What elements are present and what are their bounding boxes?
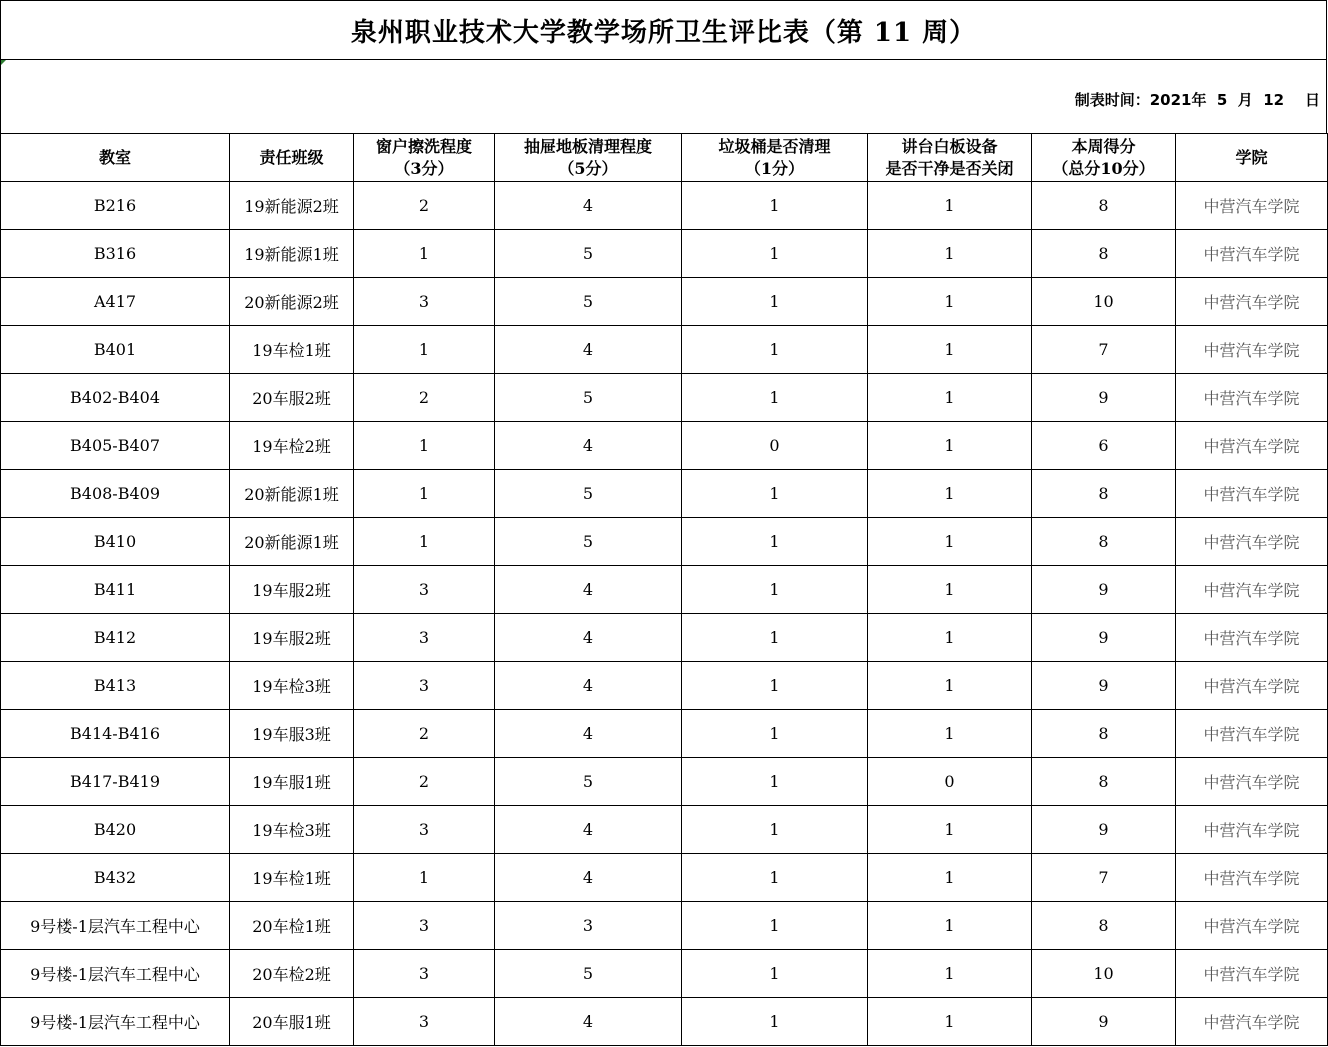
date-row [0,59,1327,134]
podium-score-cell: 1 [868,710,1032,758]
drawer-floor-score-cell: 4 [495,326,682,374]
header-week-score-line1: 本周得分 [1071,136,1136,156]
window-score-cell: 2 [354,758,495,806]
class-cell: 20车服1班 [230,998,354,1046]
window-score-cell: 3 [354,614,495,662]
header-trash-line1: 垃圾桶是否清理 [718,136,831,156]
header-podium-line2: 是否干净是否关闭 [885,158,1014,178]
table-row [1,950,1328,998]
week-score-cell: 10 [1032,278,1176,326]
drawer-floor-score-cell: 4 [495,614,682,662]
week-score-cell: 9 [1032,662,1176,710]
classroom-cell: 9号楼-1层汽车工程中心 [1,902,230,950]
window-score-cell: 1 [354,326,495,374]
window-score-cell: 3 [354,278,495,326]
table-row [1,422,1328,470]
drawer-floor-score-cell: 5 [495,758,682,806]
header-class-line1: 责任班级 [259,147,324,167]
week-score-cell: 8 [1032,230,1176,278]
table-row [1,470,1328,518]
week-score-cell: 9 [1032,614,1176,662]
class-cell: 19车检2班 [230,422,354,470]
class-cell: 20车检1班 [230,902,354,950]
table-row [1,566,1328,614]
classroom-cell: B432 [1,854,230,902]
drawer-floor-score-cell: 4 [495,710,682,758]
podium-score-cell: 1 [868,182,1032,230]
podium-score-cell: 1 [868,902,1032,950]
week-score-cell: 9 [1032,998,1176,1046]
classroom-cell: B412 [1,614,230,662]
table-row [1,758,1328,806]
class-cell: 19车检1班 [230,326,354,374]
header-class [230,134,354,182]
table-row [1,710,1328,758]
class-cell: 19新能源1班 [230,230,354,278]
prepared-date: 制表时间：2021年 5 月 12 日 [1074,91,1320,109]
podium-score-cell: 1 [868,998,1032,1046]
window-score-cell: 3 [354,902,495,950]
score-table [0,133,1328,1046]
window-score-cell: 1 [354,422,495,470]
classroom-cell: 9号楼-1层汽车工程中心 [1,998,230,1046]
trash-score-cell: 1 [682,374,868,422]
week-score-cell: 6 [1032,422,1176,470]
table-row [1,278,1328,326]
college-cell: 中营汽车学院 [1176,566,1328,614]
podium-score-cell: 1 [868,854,1032,902]
classroom-cell: B401 [1,326,230,374]
drawer-floor-score-cell: 5 [495,950,682,998]
college-cell: 中营汽车学院 [1176,326,1328,374]
week-score-cell: 8 [1032,710,1176,758]
table-row [1,518,1328,566]
class-cell: 20车服2班 [230,374,354,422]
podium-score-cell: 1 [868,278,1032,326]
trash-score-cell: 1 [682,230,868,278]
classroom-cell: B405-B407 [1,422,230,470]
podium-score-cell: 1 [868,614,1032,662]
classroom-cell: A417 [1,278,230,326]
header-trash [682,134,868,182]
header-podium-line1: 讲台白板设备 [901,136,998,156]
college-cell: 中营汽车学院 [1176,470,1328,518]
header-week-score [1032,134,1176,182]
classroom-cell: B216 [1,182,230,230]
trash-score-cell: 1 [682,758,868,806]
college-cell: 中营汽车学院 [1176,230,1328,278]
college-cell: 中营汽车学院 [1176,278,1328,326]
trash-score-cell: 1 [682,806,868,854]
drawer-floor-score-cell: 5 [495,518,682,566]
drawer-floor-score-cell: 4 [495,662,682,710]
drawer-floor-score-cell: 3 [495,902,682,950]
window-score-cell: 1 [354,230,495,278]
drawer-floor-score-cell: 5 [495,278,682,326]
window-score-cell: 2 [354,710,495,758]
class-cell: 19车服1班 [230,758,354,806]
drawer-floor-score-cell: 4 [495,566,682,614]
table-row [1,326,1328,374]
classroom-cell: B408-B409 [1,470,230,518]
college-cell: 中营汽车学院 [1176,854,1328,902]
drawer-floor-score-cell: 5 [495,230,682,278]
window-score-cell: 1 [354,470,495,518]
header-drawer-floor-line1: 抽屉地板清理程度 [523,136,652,156]
college-cell: 中营汽车学院 [1176,758,1328,806]
podium-score-cell: 1 [868,230,1032,278]
window-score-cell: 3 [354,566,495,614]
trash-score-cell: 1 [682,614,868,662]
classroom-cell: B417-B419 [1,758,230,806]
classroom-cell: B402-B404 [1,374,230,422]
header-podium [868,134,1032,182]
header-drawer-floor-line2: （5分） [558,158,618,178]
podium-score-cell: 1 [868,470,1032,518]
podium-score-cell: 1 [868,326,1032,374]
table-row [1,374,1328,422]
class-cell: 20新能源1班 [230,470,354,518]
week-score-cell: 9 [1032,806,1176,854]
podium-score-cell: 1 [868,518,1032,566]
trash-score-cell: 1 [682,278,868,326]
window-score-cell: 1 [354,518,495,566]
week-score-cell: 10 [1032,950,1176,998]
trash-score-cell: 1 [682,710,868,758]
trash-score-cell: 0 [682,422,868,470]
class-cell: 20新能源2班 [230,278,354,326]
table-row [1,998,1328,1046]
week-score-cell: 8 [1032,518,1176,566]
college-cell: 中营汽车学院 [1176,422,1328,470]
trash-score-cell: 1 [682,950,868,998]
header-drawer-floor [495,134,682,182]
class-cell: 20新能源1班 [230,518,354,566]
class-cell: 19车检3班 [230,806,354,854]
table-row [1,806,1328,854]
trash-score-cell: 1 [682,854,868,902]
header-window-line2: （3分） [394,158,454,178]
window-score-cell: 2 [354,374,495,422]
class-cell: 19车检3班 [230,662,354,710]
drawer-floor-score-cell: 4 [495,998,682,1046]
trash-score-cell: 1 [682,998,868,1046]
classroom-cell: B316 [1,230,230,278]
header-trash-line2: （1分） [744,158,805,178]
college-cell: 中营汽车学院 [1176,518,1328,566]
window-score-cell: 1 [354,854,495,902]
drawer-floor-score-cell: 5 [495,470,682,518]
college-cell: 中营汽车学院 [1176,902,1328,950]
window-score-cell: 3 [354,950,495,998]
college-cell: 中营汽车学院 [1176,710,1328,758]
table-row [1,902,1328,950]
table-row [1,230,1328,278]
classroom-cell: B411 [1,566,230,614]
week-score-cell: 8 [1032,182,1176,230]
trash-score-cell: 1 [682,662,868,710]
classroom-cell: B420 [1,806,230,854]
week-score-cell: 9 [1032,566,1176,614]
week-score-cell: 8 [1032,902,1176,950]
podium-score-cell: 1 [868,422,1032,470]
table-body [1,182,1328,1046]
podium-score-cell: 1 [868,374,1032,422]
college-cell: 中营汽车学院 [1176,806,1328,854]
college-cell: 中营汽车学院 [1176,374,1328,422]
trash-score-cell: 1 [682,902,868,950]
trash-score-cell: 1 [682,182,868,230]
trash-score-cell: 1 [682,470,868,518]
college-cell: 中营汽车学院 [1176,614,1328,662]
podium-score-cell: 0 [868,758,1032,806]
drawer-floor-score-cell: 4 [495,854,682,902]
classroom-cell: B414-B416 [1,710,230,758]
header-classroom [1,134,230,182]
window-score-cell: 3 [354,662,495,710]
class-cell: 19车检1班 [230,854,354,902]
classroom-cell: B413 [1,662,230,710]
drawer-floor-score-cell: 5 [495,374,682,422]
college-cell: 中营汽车学院 [1176,662,1328,710]
college-cell: 中营汽车学院 [1176,950,1328,998]
table-row [1,854,1328,902]
drawer-floor-score-cell: 4 [495,422,682,470]
table-row [1,662,1328,710]
table-row [1,182,1328,230]
window-score-cell: 3 [354,806,495,854]
class-cell: 19车服2班 [230,614,354,662]
header-row [1,134,1328,182]
podium-score-cell: 1 [868,662,1032,710]
class-cell: 19车服3班 [230,710,354,758]
classroom-cell: B410 [1,518,230,566]
header-classroom-line1: 教室 [98,147,131,167]
header-college-line1: 学院 [1235,147,1268,167]
drawer-floor-score-cell: 4 [495,806,682,854]
window-score-cell: 2 [354,182,495,230]
college-cell: 中营汽车学院 [1176,182,1328,230]
week-score-cell: 7 [1032,326,1176,374]
week-score-cell: 7 [1032,854,1176,902]
window-score-cell: 3 [354,998,495,1046]
podium-score-cell: 1 [868,950,1032,998]
table-row [1,614,1328,662]
college-cell: 中营汽车学院 [1176,998,1328,1046]
header-week-score-line2: （总分10分） [1052,158,1155,178]
week-score-cell: 8 [1032,758,1176,806]
trash-score-cell: 1 [682,518,868,566]
week-score-cell: 8 [1032,470,1176,518]
cell-marker-icon [1,60,6,65]
header-college [1176,134,1328,182]
class-cell: 20车检2班 [230,950,354,998]
classroom-cell: 9号楼-1层汽车工程中心 [1,950,230,998]
podium-score-cell: 1 [868,806,1032,854]
trash-score-cell: 1 [682,326,868,374]
header-window [354,134,495,182]
header-window-line1: 窗户擦洗程度 [375,136,472,156]
class-cell: 19车服2班 [230,566,354,614]
class-cell: 19新能源2班 [230,182,354,230]
podium-score-cell: 1 [868,566,1032,614]
sheet-title: 泉州职业技术大学教学场所卫生评比表（第 11 周） [0,0,1327,60]
week-score-cell: 9 [1032,374,1176,422]
trash-score-cell: 1 [682,566,868,614]
drawer-floor-score-cell: 4 [495,182,682,230]
